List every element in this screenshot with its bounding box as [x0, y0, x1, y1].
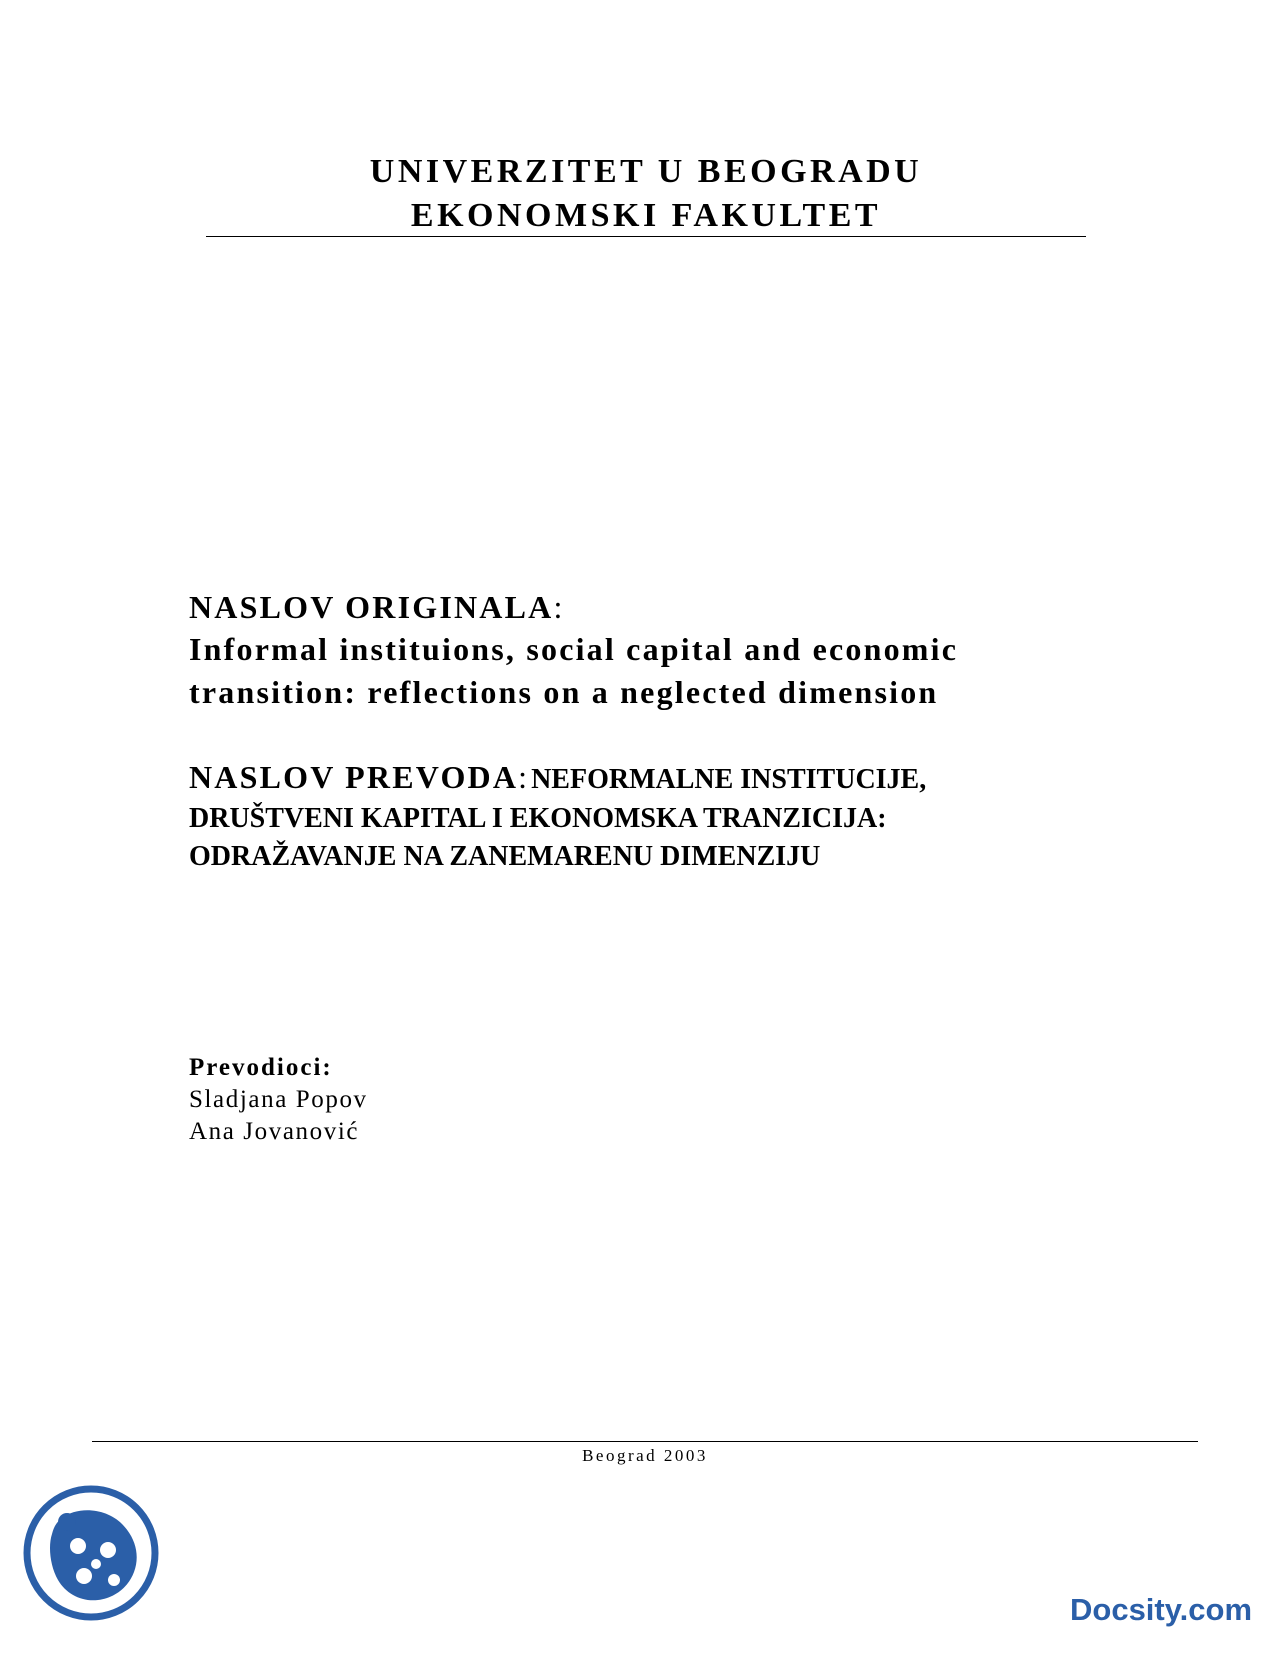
translators-label: Prevodioci: — [189, 1054, 333, 1081]
faculty-name: EKONOMSKI FAKULTET — [410, 197, 882, 234]
translated-title-line-2: DRUŠTVENI KAPITAL I EKONOMSKA TRANZICIJA: — [189, 803, 887, 834]
original-title-line-1: Informal instituions, social capital and economic — [189, 631, 959, 667]
original-title-block — [189, 586, 1129, 714]
university-name: UNIVERZITET U BEOGRADU — [369, 153, 923, 190]
translator-name: Ana Jovanović — [189, 1118, 360, 1145]
footer-divider — [92, 1441, 1198, 1442]
translator-name: Sladjana Popov — [189, 1086, 368, 1113]
translators-block — [189, 1052, 789, 1148]
docsity-brand-text: Docsity.com — [1070, 1592, 1253, 1627]
docsity-logo-icon — [22, 1484, 160, 1622]
header-divider — [206, 236, 1086, 237]
original-title-colon: : — [553, 589, 563, 625]
original-title-label: NASLOV ORIGINALA — [189, 589, 554, 625]
translated-title-label: NASLOV PREVODA — [189, 759, 519, 795]
translated-title-line-3: ODRAŽAVANJE NA ZANEMARENU DIMENZIJU — [189, 841, 821, 872]
page-header — [206, 150, 1086, 238]
translated-title-block — [189, 757, 1129, 876]
translated-title-line-1: NEFORMALNE INSTITUCIJE, — [531, 764, 927, 795]
original-title-line-2: transition: reflections on a neglected dimension — [189, 674, 939, 710]
translated-title-colon: : — [518, 759, 528, 795]
footer-place-year: Beograd 2003 — [582, 1446, 708, 1465]
